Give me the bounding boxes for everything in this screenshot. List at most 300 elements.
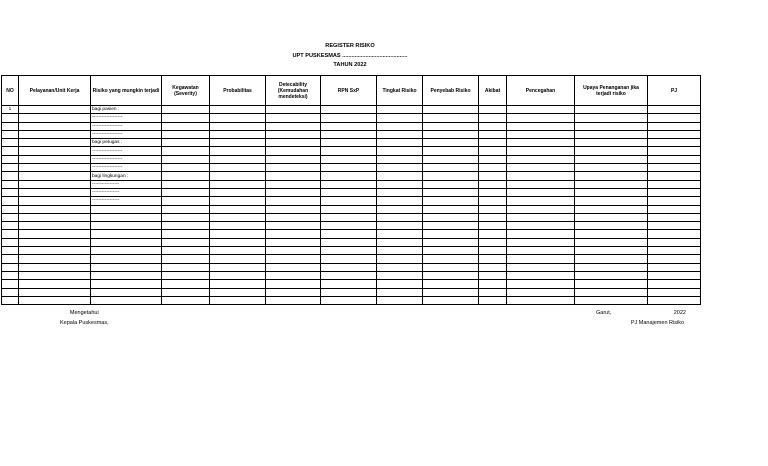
cell-no [2,139,19,147]
table-cell [210,139,266,147]
table-cell [423,255,479,263]
table-cell [507,238,575,246]
table-cell [377,155,423,163]
table-cell [648,280,701,288]
table-cell [321,164,377,172]
table-cell [266,106,321,114]
table-cell [479,164,507,172]
cell-no [2,205,19,213]
table-cell [210,205,266,213]
table-cell [423,271,479,279]
table-cell [648,197,701,205]
table-cell [479,280,507,288]
table-cell [321,130,377,138]
table-cell [575,122,648,130]
table-cell [423,263,479,271]
table-cell [266,205,321,213]
table-row [2,280,701,288]
cell-risk [91,280,162,288]
column-header: Pencegahan [507,76,575,106]
cell-risk [91,247,162,255]
column-header: Pelayanan/Unit Kerja [19,76,91,106]
table-cell [19,230,91,238]
table-cell [479,213,507,221]
table-body [2,106,701,305]
cell-risk: ------------------- [91,130,162,138]
table-cell [162,139,210,147]
table-cell [162,263,210,271]
table-cell [321,222,377,230]
table-cell [575,296,648,304]
table-cell [210,197,266,205]
document-title: REGISTER RISIKO [325,43,375,49]
table-cell [162,197,210,205]
table-cell [507,296,575,304]
table-cell [321,188,377,196]
table-cell [266,222,321,230]
table-cell [377,296,423,304]
cell-risk: ----------------- [91,197,162,205]
column-header: Akibat [479,76,507,106]
table-cell [266,147,321,155]
cell-no [2,222,19,230]
table-cell [575,147,648,155]
table-cell [162,155,210,163]
cell-risk [91,205,162,213]
table-cell [423,180,479,188]
table-cell [321,114,377,122]
table-cell [266,271,321,279]
table-cell [19,122,91,130]
table-cell [479,106,507,114]
table-cell [321,280,377,288]
cell-no [2,296,19,304]
table-cell [507,139,575,147]
table-cell [19,147,91,155]
column-header: Probabilitas [210,76,266,106]
table-cell [210,164,266,172]
table-cell [266,188,321,196]
table-cell [210,213,266,221]
cell-risk: ----------------- [91,188,162,196]
table-cell [648,263,701,271]
table-cell [377,197,423,205]
column-header: Tingkat Risiko [377,76,423,106]
table-cell [648,139,701,147]
table-cell [423,280,479,288]
cell-risk [91,288,162,296]
table-row [2,122,701,130]
cell-no [2,197,19,205]
table-cell [19,205,91,213]
table-cell [648,288,701,296]
table-cell [321,271,377,279]
cell-no [2,188,19,196]
table-cell [19,238,91,246]
table-cell [507,230,575,238]
table-cell [423,122,479,130]
table-cell [210,263,266,271]
table-cell [377,238,423,246]
table-cell [321,155,377,163]
cell-no [2,247,19,255]
table-cell [162,288,210,296]
table-cell [575,139,648,147]
table-cell [479,188,507,196]
table-cell [479,230,507,238]
table-cell [162,172,210,180]
table-row [2,238,701,246]
table-row [2,296,701,304]
table-cell [266,263,321,271]
table-cell [507,263,575,271]
cell-no [2,122,19,130]
signature-left-line1: Mengetahui [69,310,99,316]
table-cell [648,147,701,155]
table-cell [648,164,701,172]
table-cell [321,230,377,238]
table-cell [507,172,575,180]
table-cell [648,106,701,114]
table-cell [507,255,575,263]
column-header: Penyebab Risiko [423,76,479,106]
table-cell [19,180,91,188]
cell-risk: ------------------- [91,147,162,155]
document-header [0,42,700,71]
table-cell [507,106,575,114]
table-cell [479,172,507,180]
table-cell [575,255,648,263]
table-cell [377,180,423,188]
table-cell [575,188,648,196]
signature-left [60,308,109,328]
table-cell [162,222,210,230]
cell-risk: bagi lingkungan : [91,172,162,180]
table-cell [266,255,321,263]
table-cell [423,139,479,147]
table-cell [423,114,479,122]
table-cell [648,130,701,138]
table-cell [210,288,266,296]
table-cell [507,197,575,205]
table-cell [423,172,479,180]
table-cell [648,205,701,213]
table-cell [162,280,210,288]
table-cell [575,172,648,180]
cell-no [2,280,19,288]
table-cell [423,147,479,155]
table-cell [423,188,479,196]
table-row [2,213,701,221]
cell-risk [91,222,162,230]
cell-no [2,114,19,122]
table-cell [423,288,479,296]
table-cell [377,205,423,213]
table-cell [507,147,575,155]
table-cell [162,238,210,246]
table-cell [479,130,507,138]
table-cell [266,180,321,188]
table-cell [210,155,266,163]
table-cell [648,271,701,279]
table-cell [321,147,377,155]
table-cell [423,106,479,114]
table-cell [648,114,701,122]
table-cell [19,222,91,230]
table-cell [321,106,377,114]
table-cell [423,130,479,138]
table-cell [423,230,479,238]
table-cell [423,222,479,230]
cell-risk: ------------------- [91,122,162,130]
table-cell [648,247,701,255]
table-cell [19,255,91,263]
table-cell [321,296,377,304]
table-row [2,147,701,155]
table-cell [479,288,507,296]
table-row [2,222,701,230]
table-cell [19,106,91,114]
table-row [2,247,701,255]
table-cell [423,164,479,172]
table-cell [162,296,210,304]
cell-risk: ----------------- [91,180,162,188]
table-cell [266,213,321,221]
table-cell [19,114,91,122]
table-row [2,271,701,279]
table-cell [321,238,377,246]
table-cell [210,222,266,230]
table-cell [423,205,479,213]
table-cell [162,180,210,188]
table-cell [19,280,91,288]
table-cell [575,114,648,122]
table-row [2,106,701,114]
table-cell [377,106,423,114]
cell-no: 1 [2,106,19,114]
column-header: Kegawatan (Severity) [162,76,210,106]
cell-no [2,155,19,163]
table-cell [507,180,575,188]
table-row [2,230,701,238]
table-cell [210,238,266,246]
risk-register-table [1,75,701,305]
table-cell [377,122,423,130]
table-cell [377,288,423,296]
table-cell [507,122,575,130]
table-cell [507,130,575,138]
table-cell [479,263,507,271]
table-cell [377,230,423,238]
cell-risk: bagi pasien : [91,106,162,114]
table-cell [507,280,575,288]
table-cell [19,188,91,196]
table-cell [575,230,648,238]
table-cell [266,230,321,238]
table-cell [162,106,210,114]
table-row [2,197,701,205]
table-cell [321,247,377,255]
table-cell [575,288,648,296]
table-cell [575,180,648,188]
table-cell [19,296,91,304]
table-cell [377,263,423,271]
table-cell [507,155,575,163]
table-cell [19,139,91,147]
cell-risk: ------------------- [91,164,162,172]
table-cell [266,164,321,172]
table-cell [266,172,321,180]
table-cell [321,139,377,147]
table-row [2,130,701,138]
table-cell [266,296,321,304]
table-cell [162,122,210,130]
table-cell [19,172,91,180]
table-row [2,155,701,163]
signature-left-line2: Kepala Puskesmas, [60,320,109,326]
table-cell [507,114,575,122]
cell-risk: bagi petugas : [91,139,162,147]
column-header: Upaya Penanganan jika terjadi risiko [575,76,648,106]
cell-risk [91,213,162,221]
table-cell [210,247,266,255]
table-cell [162,147,210,155]
cell-no [2,180,19,188]
table-cell [321,288,377,296]
table-cell [210,114,266,122]
table-row [2,172,701,180]
cell-no [2,172,19,180]
table-cell [162,247,210,255]
table-row [2,288,701,296]
cell-risk [91,255,162,263]
cell-risk [91,296,162,304]
table-cell [266,155,321,163]
cell-risk: ------------------- [91,155,162,163]
table-cell [377,130,423,138]
table-cell [321,205,377,213]
table-cell [575,205,648,213]
table-cell [19,164,91,172]
table-cell [210,280,266,288]
table-cell [648,188,701,196]
table-cell [162,213,210,221]
table-cell [210,255,266,263]
table-cell [162,271,210,279]
table-cell [575,271,648,279]
table-cell [266,122,321,130]
table-cell [321,122,377,130]
table-cell [575,263,648,271]
table-cell [648,238,701,246]
table-cell [507,188,575,196]
table-cell [377,164,423,172]
table-cell [648,122,701,130]
table-cell [377,139,423,147]
table-cell [162,114,210,122]
table-cell [19,155,91,163]
table-row [2,205,701,213]
table-cell [210,296,266,304]
table-cell [575,213,648,221]
table-cell [210,230,266,238]
table-cell [423,155,479,163]
signature-role: PJ Manajemen Risiko [630,320,684,326]
table-cell [266,288,321,296]
table-cell [162,188,210,196]
table-cell [210,147,266,155]
table-cell [377,255,423,263]
table-row [2,114,701,122]
table-cell [648,213,701,221]
table-cell [210,122,266,130]
table-row [2,164,701,172]
table-cell [19,271,91,279]
table-cell [479,180,507,188]
table-cell [648,172,701,180]
table-row [2,180,701,188]
table-cell [479,155,507,163]
table-cell [423,247,479,255]
cell-no [2,271,19,279]
table-row [2,188,701,196]
table-cell [507,288,575,296]
table-cell [479,139,507,147]
table-cell [575,130,648,138]
cell-no [2,255,19,263]
table-cell [423,197,479,205]
table-cell [19,247,91,255]
table-cell [479,255,507,263]
signature-place-date [596,308,686,318]
table-cell [479,122,507,130]
table-cell [321,197,377,205]
table-cell [210,106,266,114]
table-cell [479,197,507,205]
table-cell [479,205,507,213]
table-cell [423,213,479,221]
table-cell [321,172,377,180]
table-cell [162,255,210,263]
column-header: Detecability (Kemudahan mendeteksi) [266,76,321,106]
table-cell [266,197,321,205]
table-row [2,255,701,263]
table-cell [266,130,321,138]
table-cell [377,222,423,230]
table-cell [575,197,648,205]
cell-no [2,164,19,172]
table-cell [479,222,507,230]
table-cell [162,205,210,213]
table-cell [479,147,507,155]
table-cell [648,230,701,238]
column-header: NO [2,76,19,106]
table-cell [19,213,91,221]
table-cell [479,114,507,122]
signature-place: Garut, [596,310,612,316]
cell-no [2,130,19,138]
table-cell [210,172,266,180]
table-cell [162,164,210,172]
table-cell [321,180,377,188]
document-subtitle: UPT PUSKESMAS .......................................... [292,52,408,59]
column-header: RPN SxP [321,76,377,106]
table-header-row [2,76,701,106]
table-cell [19,288,91,296]
table-cell [162,230,210,238]
table-cell [507,271,575,279]
table-cell [648,222,701,230]
